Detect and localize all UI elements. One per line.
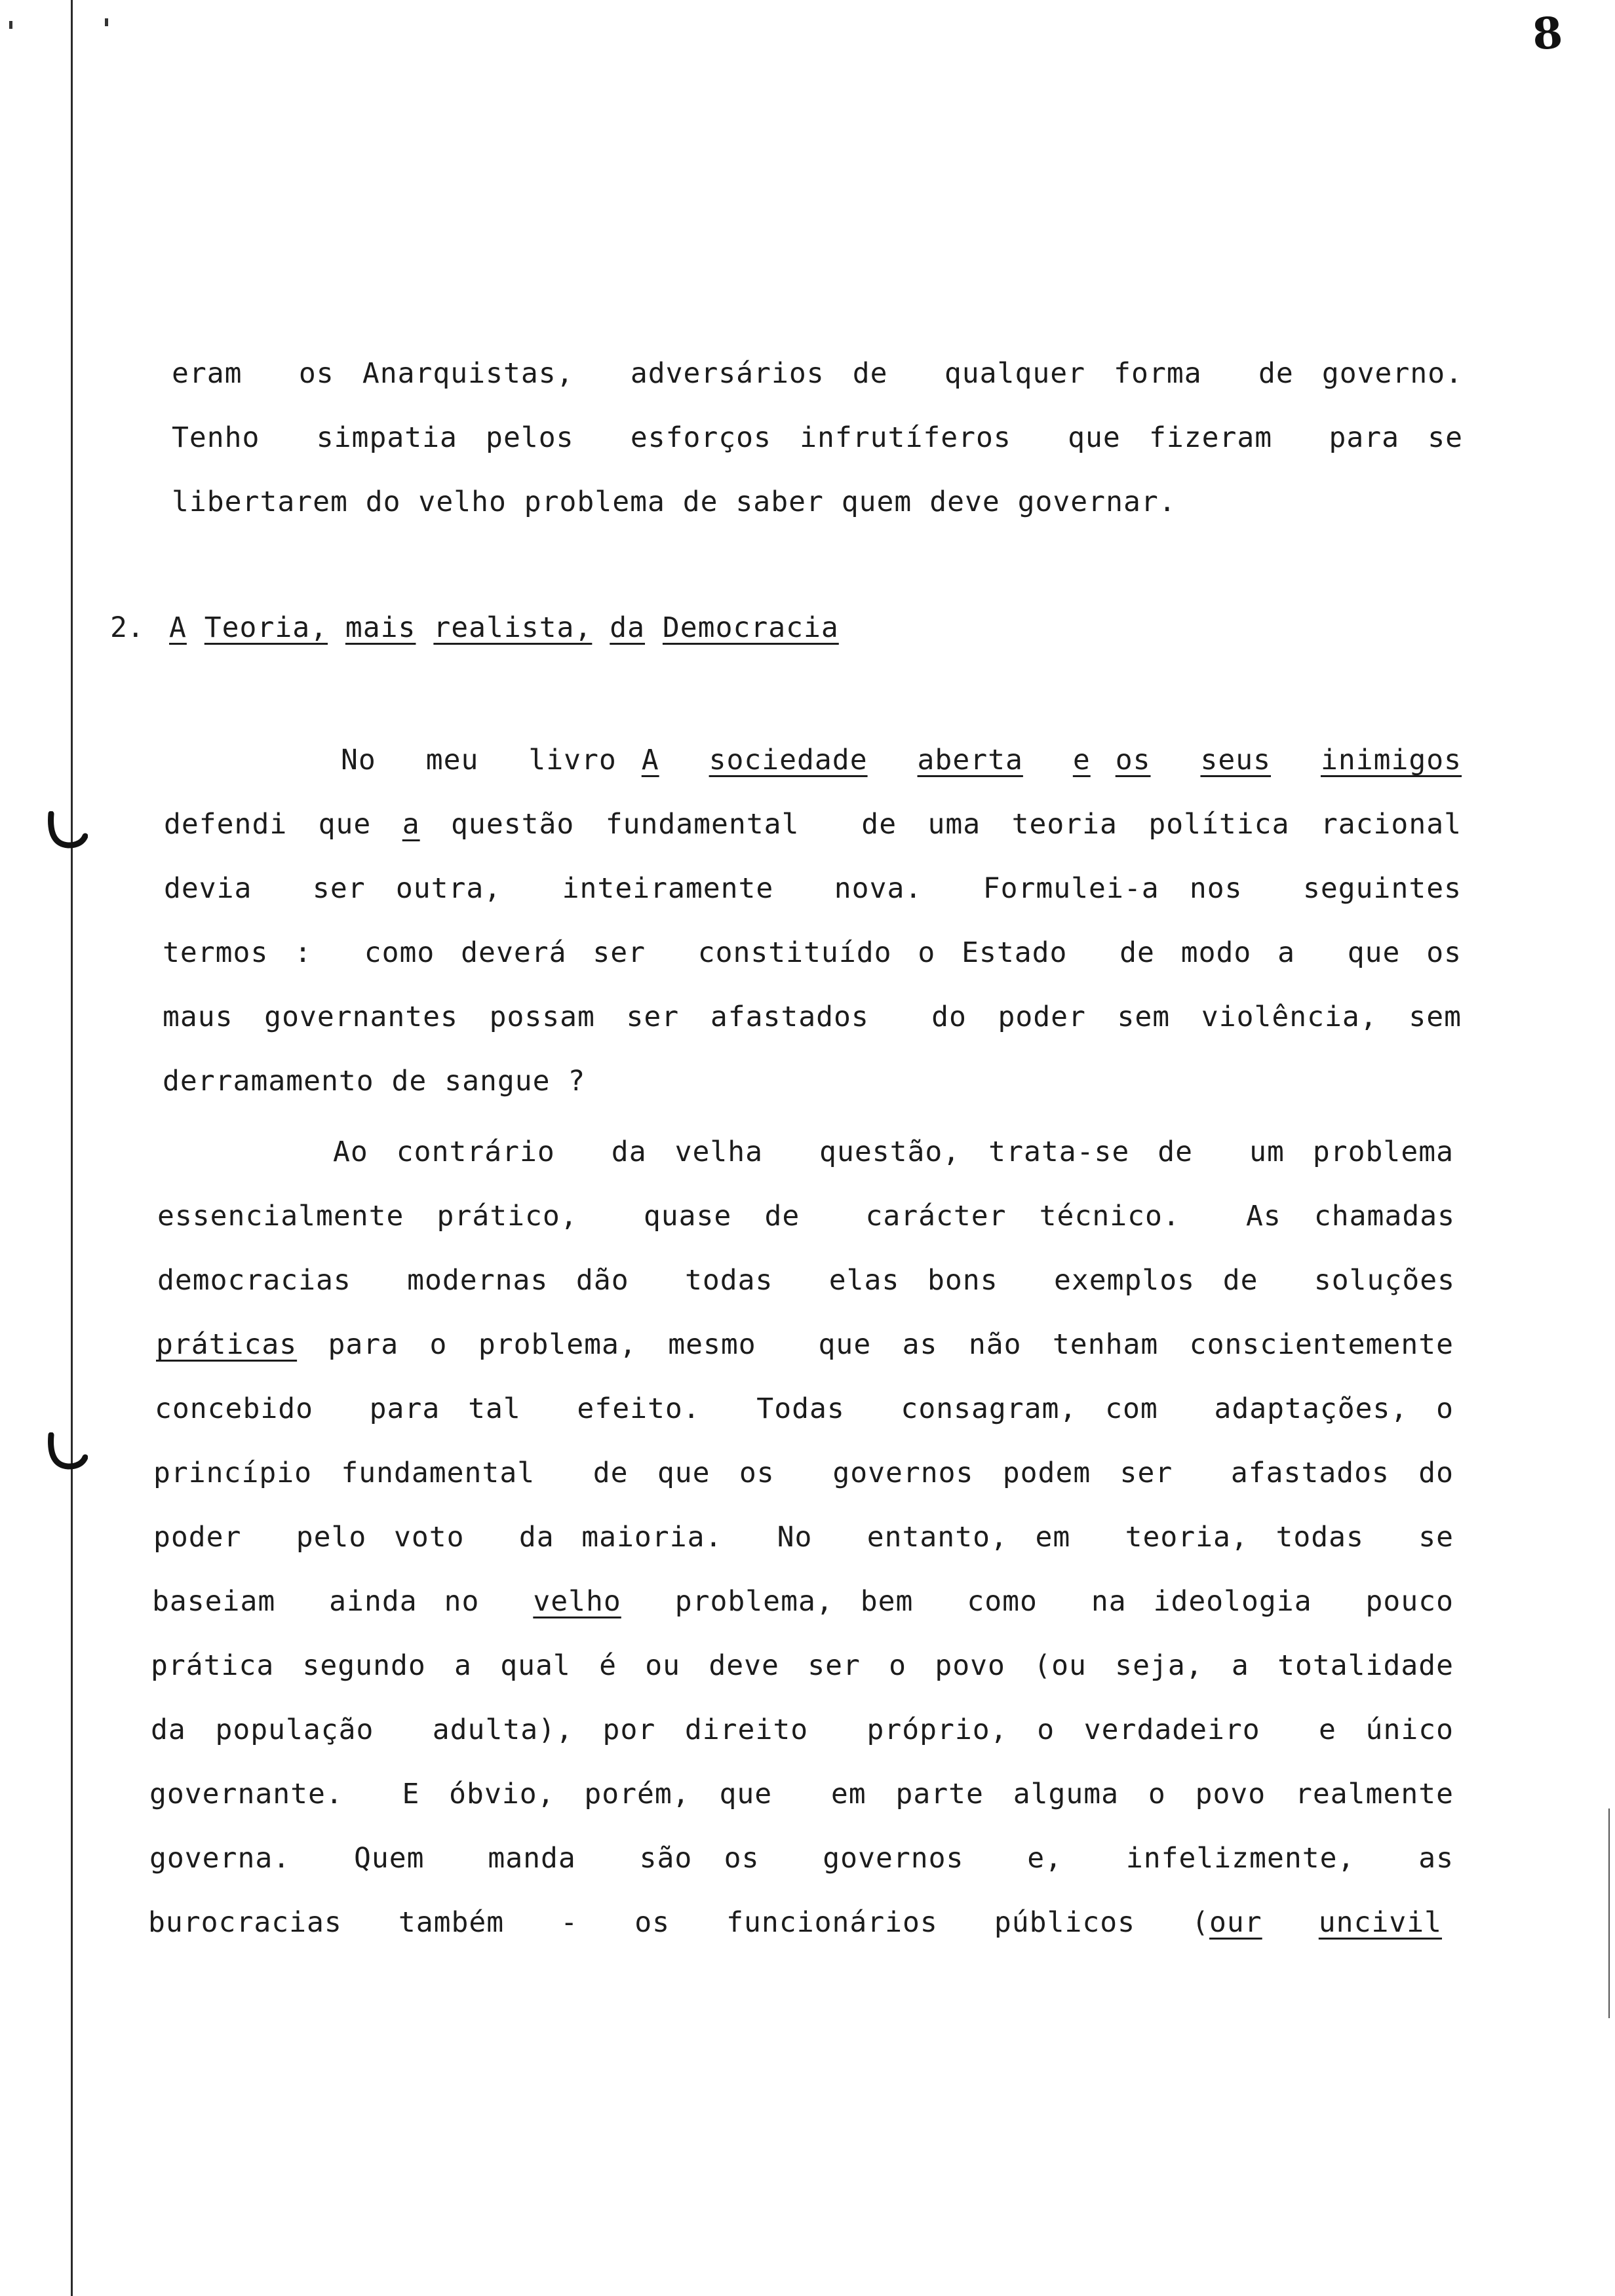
margin-tick	[9, 21, 12, 29]
punch-hole-mark	[46, 811, 88, 851]
text-line: concebido para tal efeito. Todas consagram, com adaptações, o	[155, 1392, 1454, 1425]
text-line: defendi que a questão fundamental de uma teoria política racional	[164, 808, 1462, 841]
text-line: governante. E óbvio, porém, que em parte alguma o povo realmente	[149, 1778, 1454, 1810]
text-line: Ao contrário da velha questão, trata-se de um problema	[333, 1136, 1454, 1168]
text-line: eram os Anarquistas, adversários de qualquer forma de governo.	[172, 357, 1463, 390]
book-title: A	[641, 744, 659, 776]
text-line: derramamento de sangue ?	[163, 1065, 586, 1098]
text-line: poder pelo voto da maioria. No entanto, em teoria, todas se	[153, 1521, 1454, 1554]
text-line: Tenho simpatia pelos esforços infrutíferos que fizeram para se	[172, 421, 1463, 454]
right-edge-line	[1608, 1808, 1610, 2018]
section-number: 2.	[110, 611, 144, 644]
page-number: 8	[1530, 7, 1565, 60]
text-line: libertarem do velho problema de saber quem deve governar.	[172, 486, 1177, 518]
text-line: democracias modernas dão todas elas bons exemplos de soluções	[157, 1264, 1455, 1297]
text-line: No meu livro A sociedade aberta e os seus inimigos	[341, 744, 1462, 776]
text-line: termos : como deverá ser constituído o Estado de modo a que os	[163, 936, 1462, 969]
text-line: da população adulta), por direito próprio, o verdadeiro e único	[151, 1713, 1454, 1746]
punch-hole-mark	[46, 1432, 88, 1472]
text-line: burocracias também - os funcionários públicos (our uncivil	[148, 1906, 1443, 1939]
left-margin-line	[71, 0, 73, 2296]
section-title: A Teoria, mais realista, da Democracia	[169, 611, 839, 644]
text-line: essencialmente prático, quase de carácter técnico. As chamadas	[157, 1200, 1455, 1233]
margin-tick	[105, 18, 108, 26]
text-line: baseiam ainda no velho problema, bem como na ideologia pouco	[152, 1585, 1454, 1618]
text-line: práticas para o problema, mesmo que as não tenham conscientemente	[156, 1328, 1454, 1361]
text-line: governa. Quem manda são os governos e, infelizmente, as	[149, 1842, 1454, 1875]
text-line: maus governantes possam ser afastados do poder sem violência, sem	[163, 1001, 1462, 1033]
text-line: devia ser outra, inteiramente nova. Formulei-a nos seguintes	[164, 872, 1462, 905]
text-line: princípio fundamental de que os governos podem ser afastados do	[153, 1457, 1454, 1489]
text-line: prática segundo a qual é ou deve ser o povo (ou seja, a totalidade	[151, 1649, 1454, 1682]
